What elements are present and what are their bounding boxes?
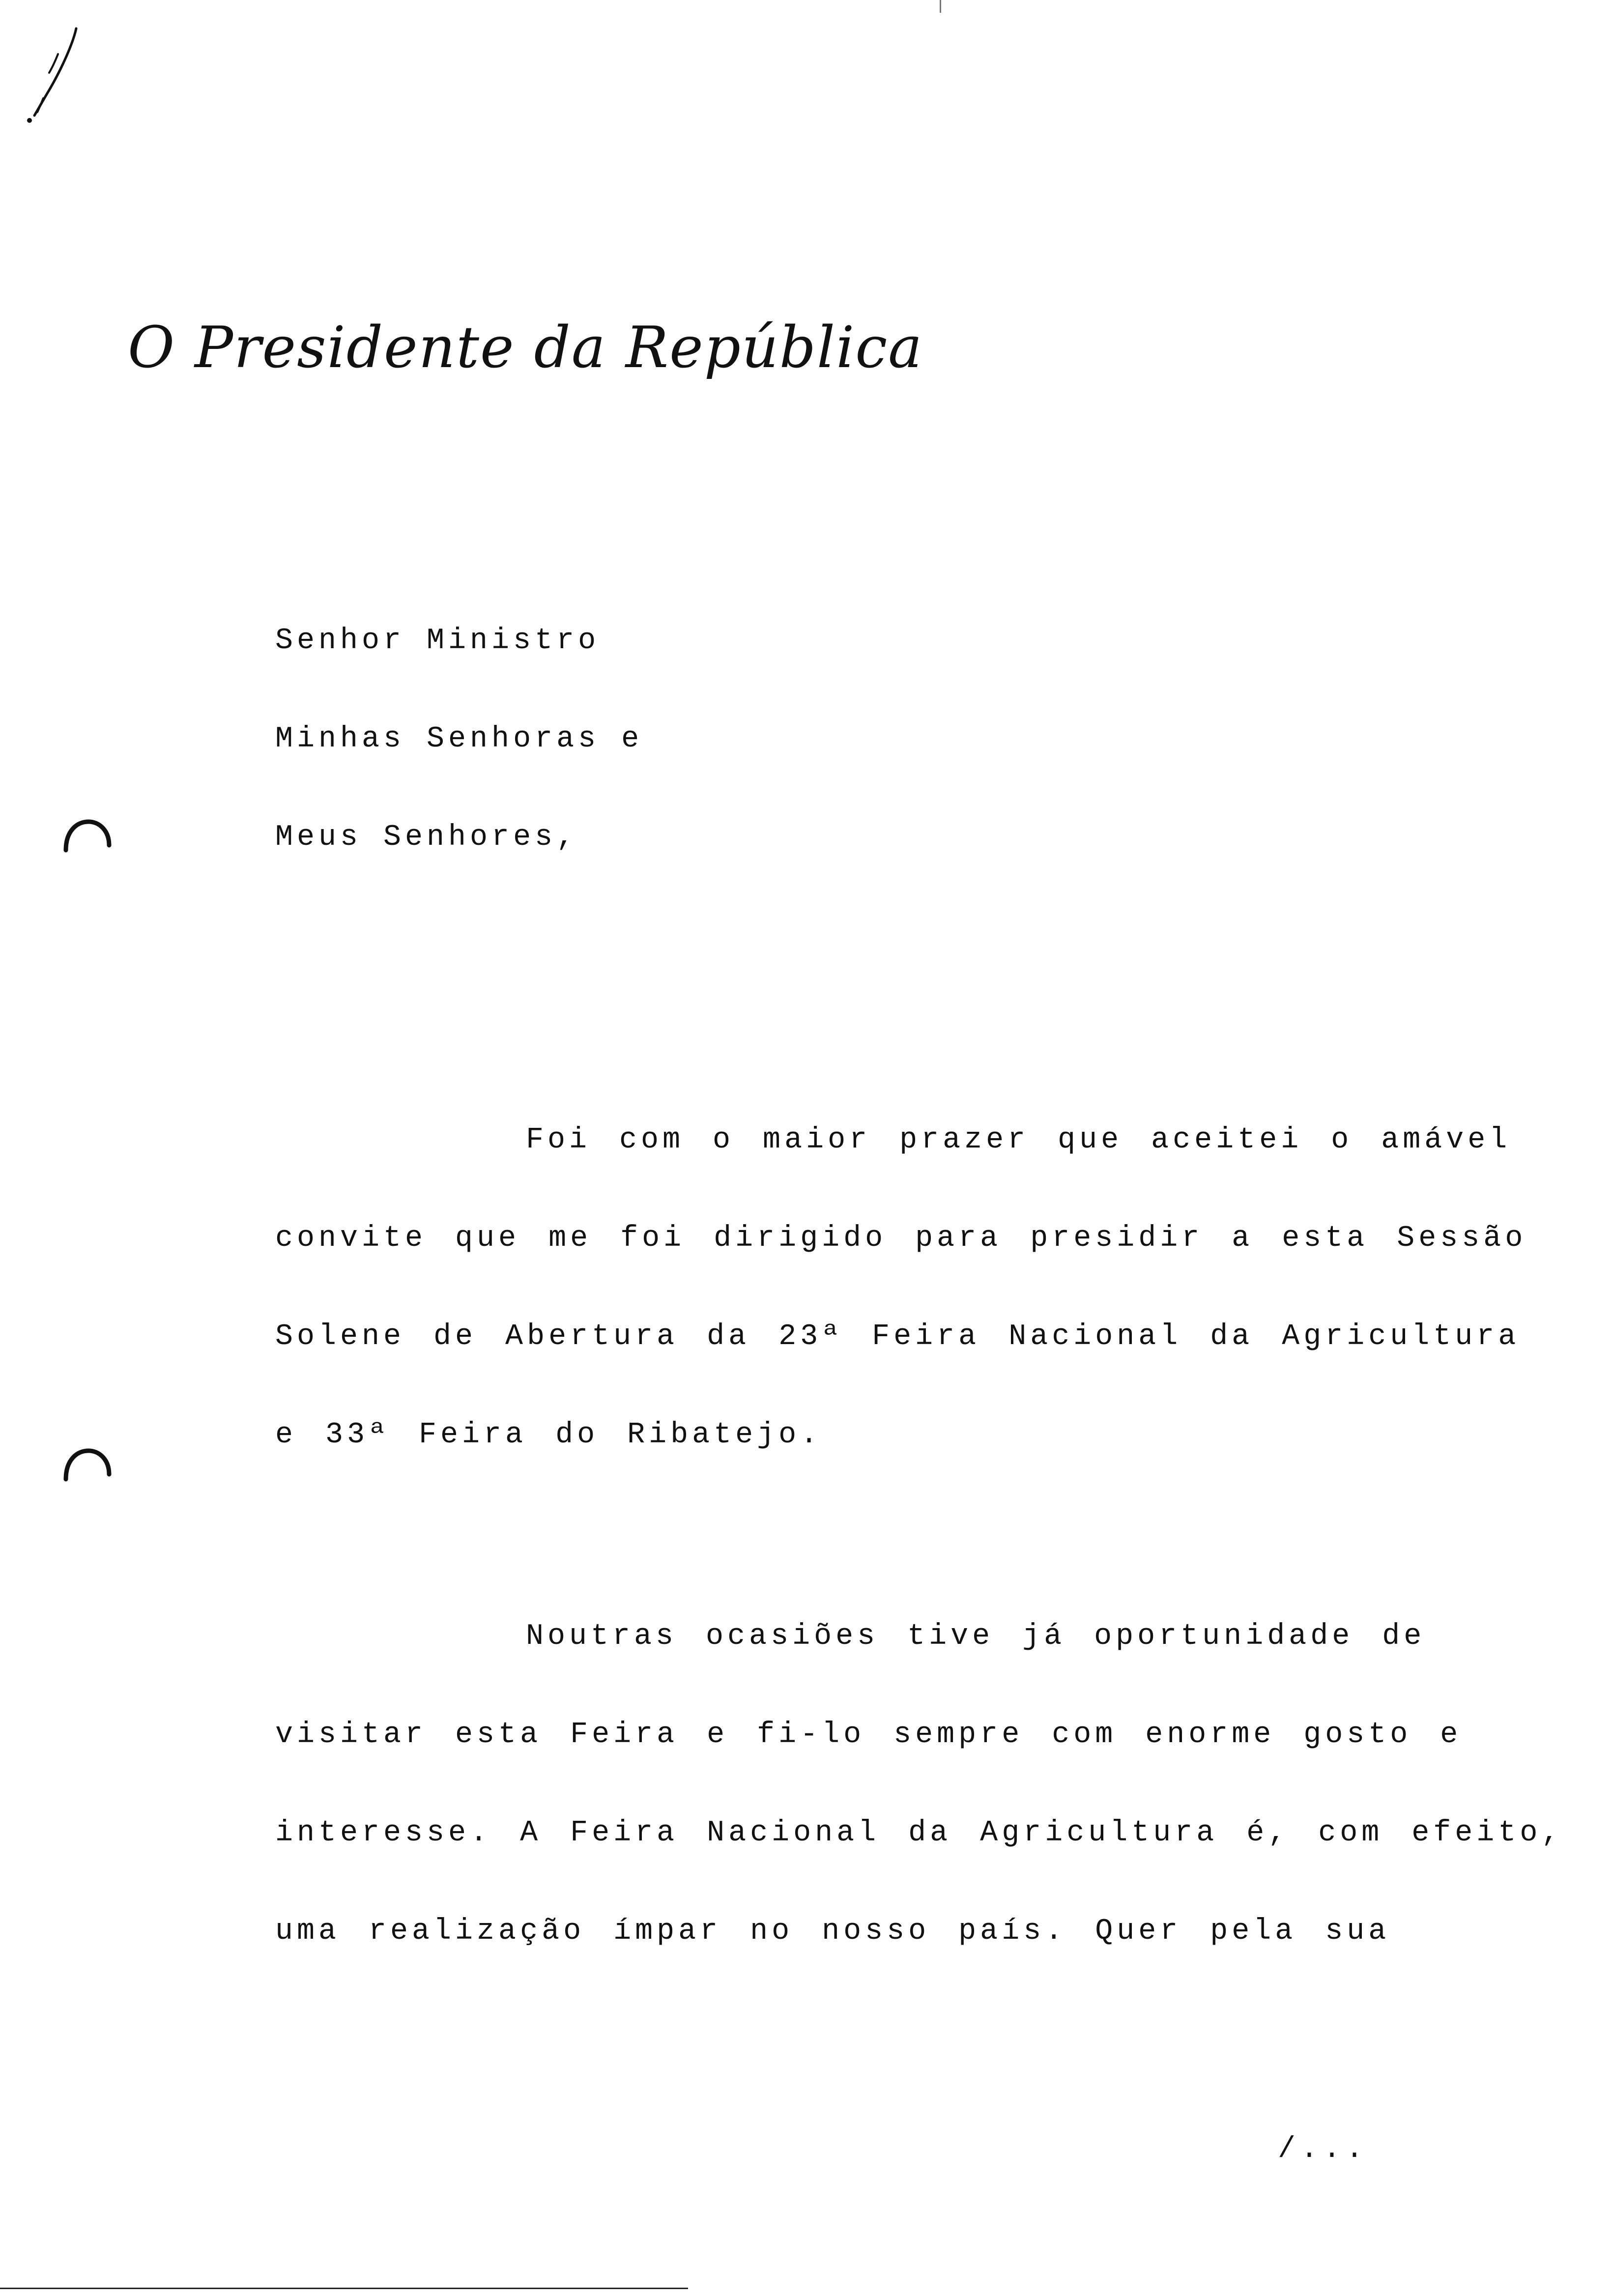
- paragraph-2: [275, 1587, 1563, 1980]
- paragraph-line: e 33ª Feira do Ribatejo.: [275, 1418, 822, 1452]
- paragraph-line: uma realização ímpar no nosso país. Quer pela sua: [275, 1915, 1390, 1948]
- salutation-line-3: Meus Senhores,: [275, 821, 578, 854]
- punch-hole-icon: [60, 816, 114, 855]
- salutation-line-2: Minhas Senhoras e: [275, 722, 643, 756]
- paragraph-line: Solene de Abertura da 23ª Feira Nacional da Agricultura: [275, 1320, 1520, 1353]
- paragraph-line: Foi com o maior prazer que aceitei o amável: [526, 1123, 1511, 1157]
- punch-hole-icon: [60, 1445, 114, 1484]
- letterhead-title: O Presidente da República: [128, 315, 923, 381]
- paragraph-line: interesse. A Feira Nacional da Agricultura é, com efeito,: [275, 1816, 1563, 1850]
- paragraph-1: [275, 1091, 1527, 1484]
- paragraph-line: Noutras ocasiões tive já oportunidade de: [526, 1620, 1426, 1653]
- scan-tick-mark: [940, 0, 941, 13]
- salutation-line-1: Senhor Ministro: [275, 624, 600, 658]
- handwritten-stroke-icon: [15, 25, 84, 123]
- page-continuation-mark: /...: [1278, 2133, 1369, 2166]
- bottom-edge-rule: [0, 2288, 688, 2289]
- paragraph-line: visitar esta Feira e fi-lo sempre com enorme gosto e: [275, 1718, 1462, 1751]
- paragraph-line: convite que me foi dirigido para presidir a esta Sessão: [275, 1222, 1527, 1255]
